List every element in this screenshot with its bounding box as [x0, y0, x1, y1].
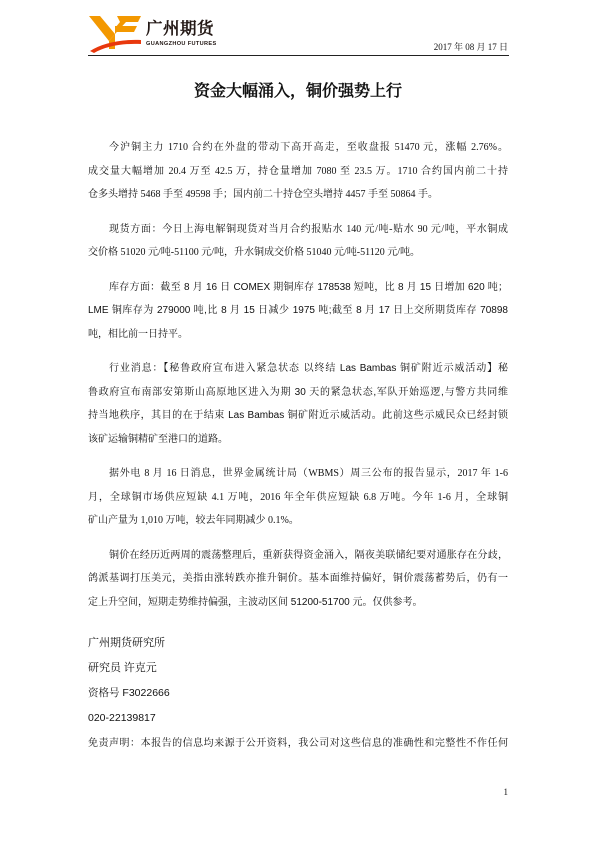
- license-number: 资格号 F3022666: [88, 687, 170, 699]
- signature-block: [88, 631, 508, 756]
- paragraph-line: 今沪铜主力 1710 合约在外盘的带动下高开高走，至收盘报 51470 元，涨幅 2.76%。: [109, 142, 508, 153]
- paragraph-line: 交价格 51020 元/吨-51100 元/吨，升水铜成交价格 51040 元/吨-51120 元/吨。: [88, 247, 421, 258]
- paragraph-line: 吨，相比前一日持平。: [88, 328, 188, 340]
- brand-name-chinese: 广州期货: [146, 19, 214, 38]
- paragraph-line: LME 铜库存为 279000 吨,比 8 月 15 日减少 1975 吨;截至 8 月 17 日上交所期货库存 70898: [88, 305, 508, 316]
- research-institute: 广州期货研究所: [88, 637, 165, 649]
- paragraph-line: 该矿运输铜精矿至港口的道路。: [88, 433, 228, 445]
- paragraph-line: 鸽派基调打压美元，美指由涨转跌亦推升铜价。基本面维持偏好，铜价震荡蓄势后，仍有一: [88, 573, 508, 584]
- paragraph-line: 鲁政府宣布南部安第斯山高原地区进入为期 30 天的紧急状态,军队开始巡逻,与警方共同维: [88, 386, 508, 398]
- paragraph-line: 仓多头增持 5468 手至 49598 手；国内前二十持仓空头增持 4457 手至 50864 手。: [88, 189, 438, 200]
- paragraph-line: 定上升空间，短期走势维持偏强，主波动区间 51200-51700 元。仅供参考。: [88, 596, 423, 608]
- paragraph-line: 月，全球铜市场供应短缺 4.1 万吨，2016 年全年供应短缺 6.8 万吨。今年 1-6 月，全球铜: [88, 491, 508, 503]
- disclaimer: 免责声明：本报告的信息均来源于公开资料，我公司对这些信息的准确性和完整性不作任何: [88, 738, 508, 749]
- paragraph-line: 行业消息：【秘鲁政府宣布进入紧急状态 以终结 Las Bambas 铜矿附近示威活动】秘: [109, 363, 508, 374]
- guangzhou-futures-logo-icon: [88, 13, 142, 53]
- paragraph-line: 库存方面：截至 8 月 16 日 COMEX 期铜库存 178538 短吨，比 8 月 15 日增加 620 吨；: [109, 281, 508, 293]
- report-date: 2017 年 08 月 17 日: [433, 42, 508, 52]
- paragraph-line: 铜价在经历近两周的震荡整理后，重新获得资金涌入，隔夜美联储纪要对通胀存在分歧，: [109, 549, 508, 561]
- page-number: 1: [503, 787, 508, 797]
- paragraph-wbms-report: [88, 462, 508, 533]
- contact-phone: 020-22139817: [88, 712, 156, 724]
- paragraph-line: 成交量大幅增加 20.4 万至 42.5 万，持仓量增加 7080 至 23.5 万。1710 合约国内前二十持: [88, 165, 508, 177]
- brand-name-english: GUANGZHOU FUTURES: [146, 41, 217, 47]
- header-divider: [88, 55, 509, 56]
- paragraph-futures-summary: [88, 136, 508, 207]
- paragraph-outlook: [88, 544, 508, 615]
- paragraph-line: 据外电 8 月 16 日消息，世界金属统计局（WBMS）周三公布的报告显示，2017 年 1-6: [109, 468, 508, 479]
- paragraph-spot-market: [88, 218, 508, 265]
- report-title: 资金大幅涌入，铜价强势上行: [193, 81, 402, 100]
- paragraph-line: 现货方面：今日上海电解铜现货对当月合约报贴水 140 元/吨-贴水 90 元/吨，平水铜成: [109, 223, 508, 235]
- paragraph-line: 矿山产量为 1,010 万吨，较去年同期减少 0.1%。: [88, 515, 299, 526]
- paragraph-line: 持当地秩序，其目的在于结束 Las Bambas 铜矿附近示威活动。此前这些示威民众已经封锁: [88, 410, 508, 421]
- report-body: [88, 136, 508, 756]
- paragraph-inventory: [88, 276, 508, 347]
- paragraph-industry-news: [88, 357, 508, 451]
- researcher-name: 研究员 许克元: [88, 662, 157, 674]
